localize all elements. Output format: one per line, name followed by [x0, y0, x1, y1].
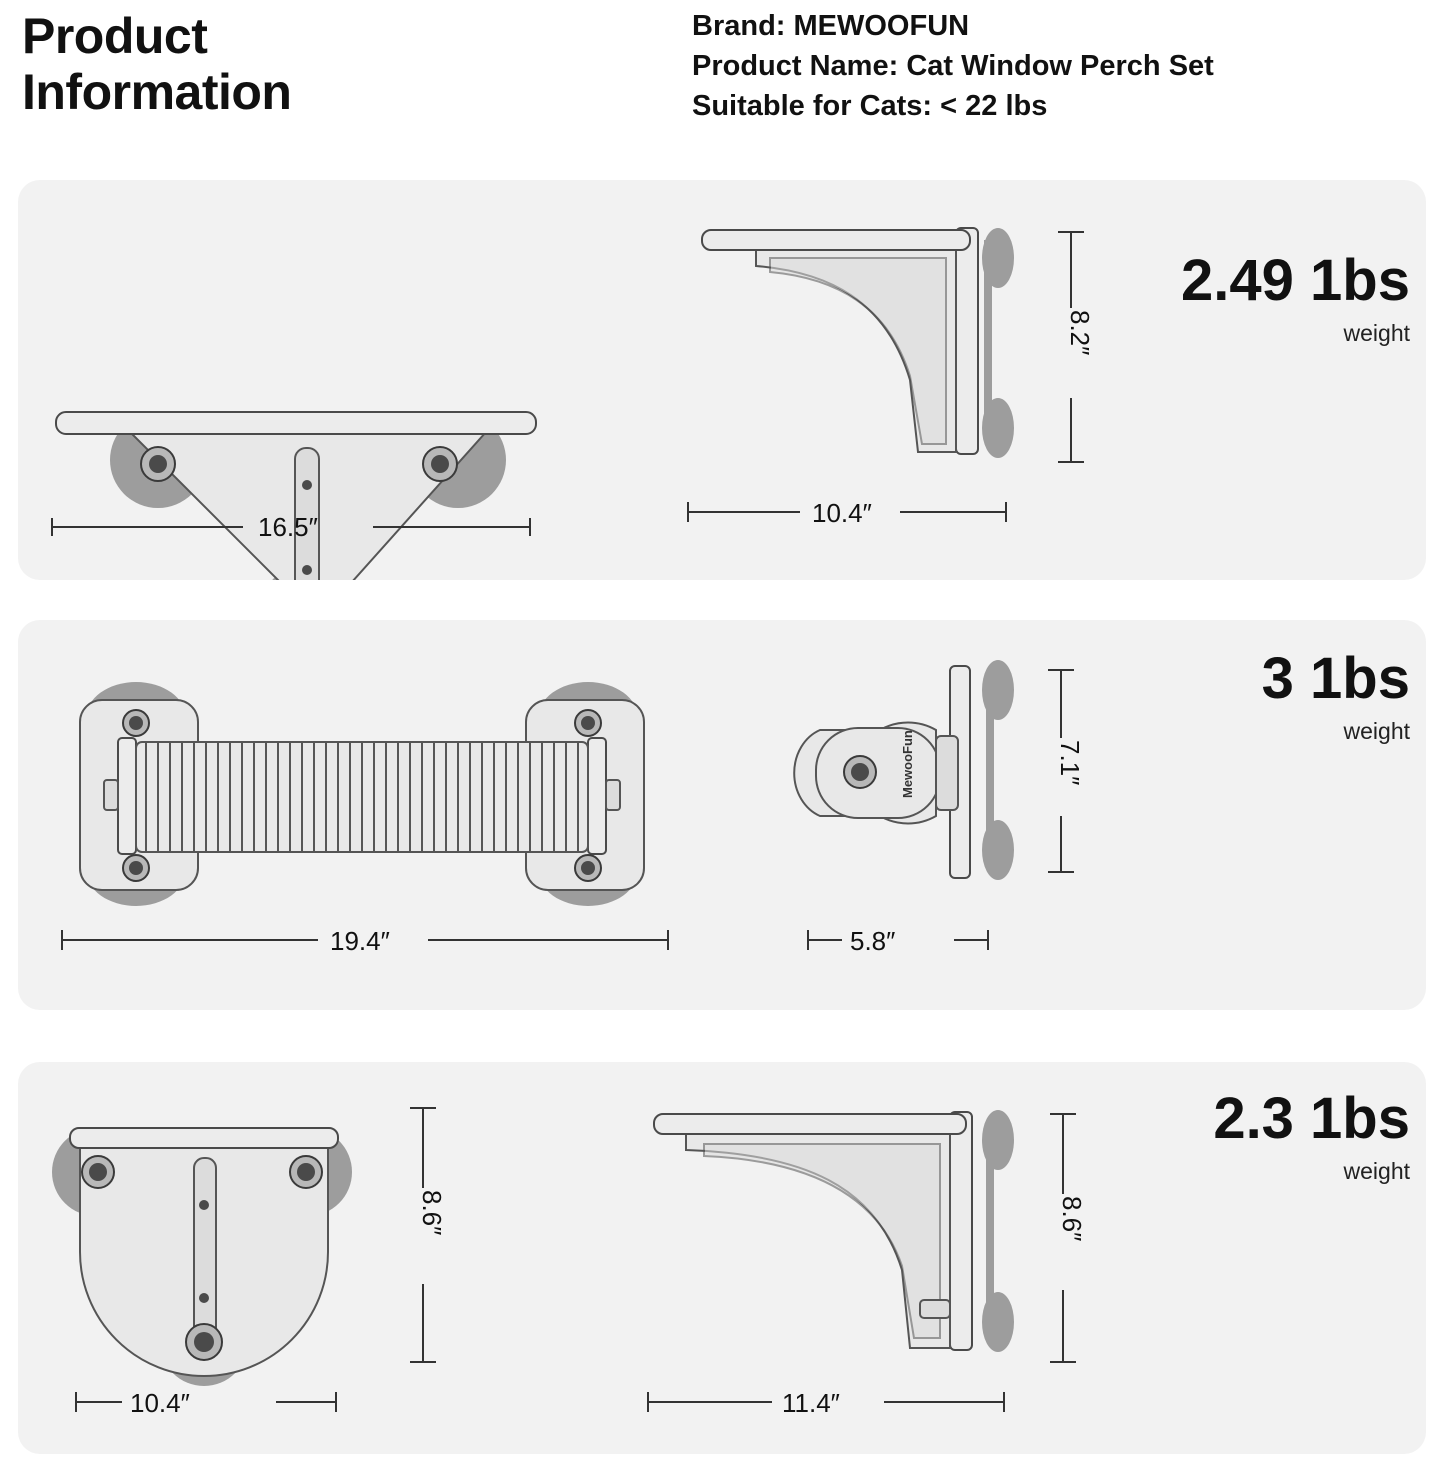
brand-logo-text: MewooFun	[900, 730, 915, 798]
drawing-triangle-top-view	[18, 180, 658, 580]
drawing-round-side-view	[620, 1062, 1120, 1454]
spec-suitable-for: Suitable for Cats: < 22 lbs	[692, 90, 1048, 123]
dimension-8-6-side: 8.6″	[1057, 1196, 1087, 1242]
weight-block-panel-2	[1261, 646, 1410, 745]
dimension-10-4-top: 10.4″	[130, 1388, 190, 1418]
weight-block-panel-3	[1213, 1086, 1410, 1185]
dimension-7-1: 7.1″	[1055, 740, 1085, 786]
weight-caption: weight	[1343, 1158, 1410, 1184]
spec-brand: Brand: MEWOOFUN	[692, 10, 970, 42]
dimension-5-8: 5.8″	[850, 926, 896, 956]
weight-value: 2.49 1bs	[1181, 248, 1410, 313]
weight-value: 2.3 1bs	[1213, 1086, 1410, 1151]
dimension-19-4: 19.4″	[330, 926, 390, 956]
page-title: Product Information	[22, 8, 292, 120]
header	[0, 0, 1444, 170]
weight-caption: weight	[1343, 718, 1410, 744]
drawing-round-top-view	[18, 1062, 498, 1454]
dimension-16-5: 16.5″	[258, 512, 318, 542]
spec-product-name: Product Name: Cat Window Perch Set	[692, 50, 1214, 83]
dimension-8-2: 8.2″	[1065, 310, 1095, 356]
drawing-triangle-side-view	[660, 180, 1130, 580]
drawing-spring-top-view	[18, 620, 718, 1010]
dimension-8-6-top: 8.6″	[417, 1190, 447, 1236]
dimension-10-4-side: 10.4″	[812, 498, 872, 528]
weight-block-panel-1	[1181, 248, 1410, 347]
drawing-spring-side-view	[780, 620, 1180, 1010]
dimension-11-4: 11.4″	[782, 1388, 840, 1418]
product-specs	[692, 6, 1432, 126]
weight-value: 3 1bs	[1261, 646, 1410, 711]
weight-caption: weight	[1343, 320, 1410, 346]
